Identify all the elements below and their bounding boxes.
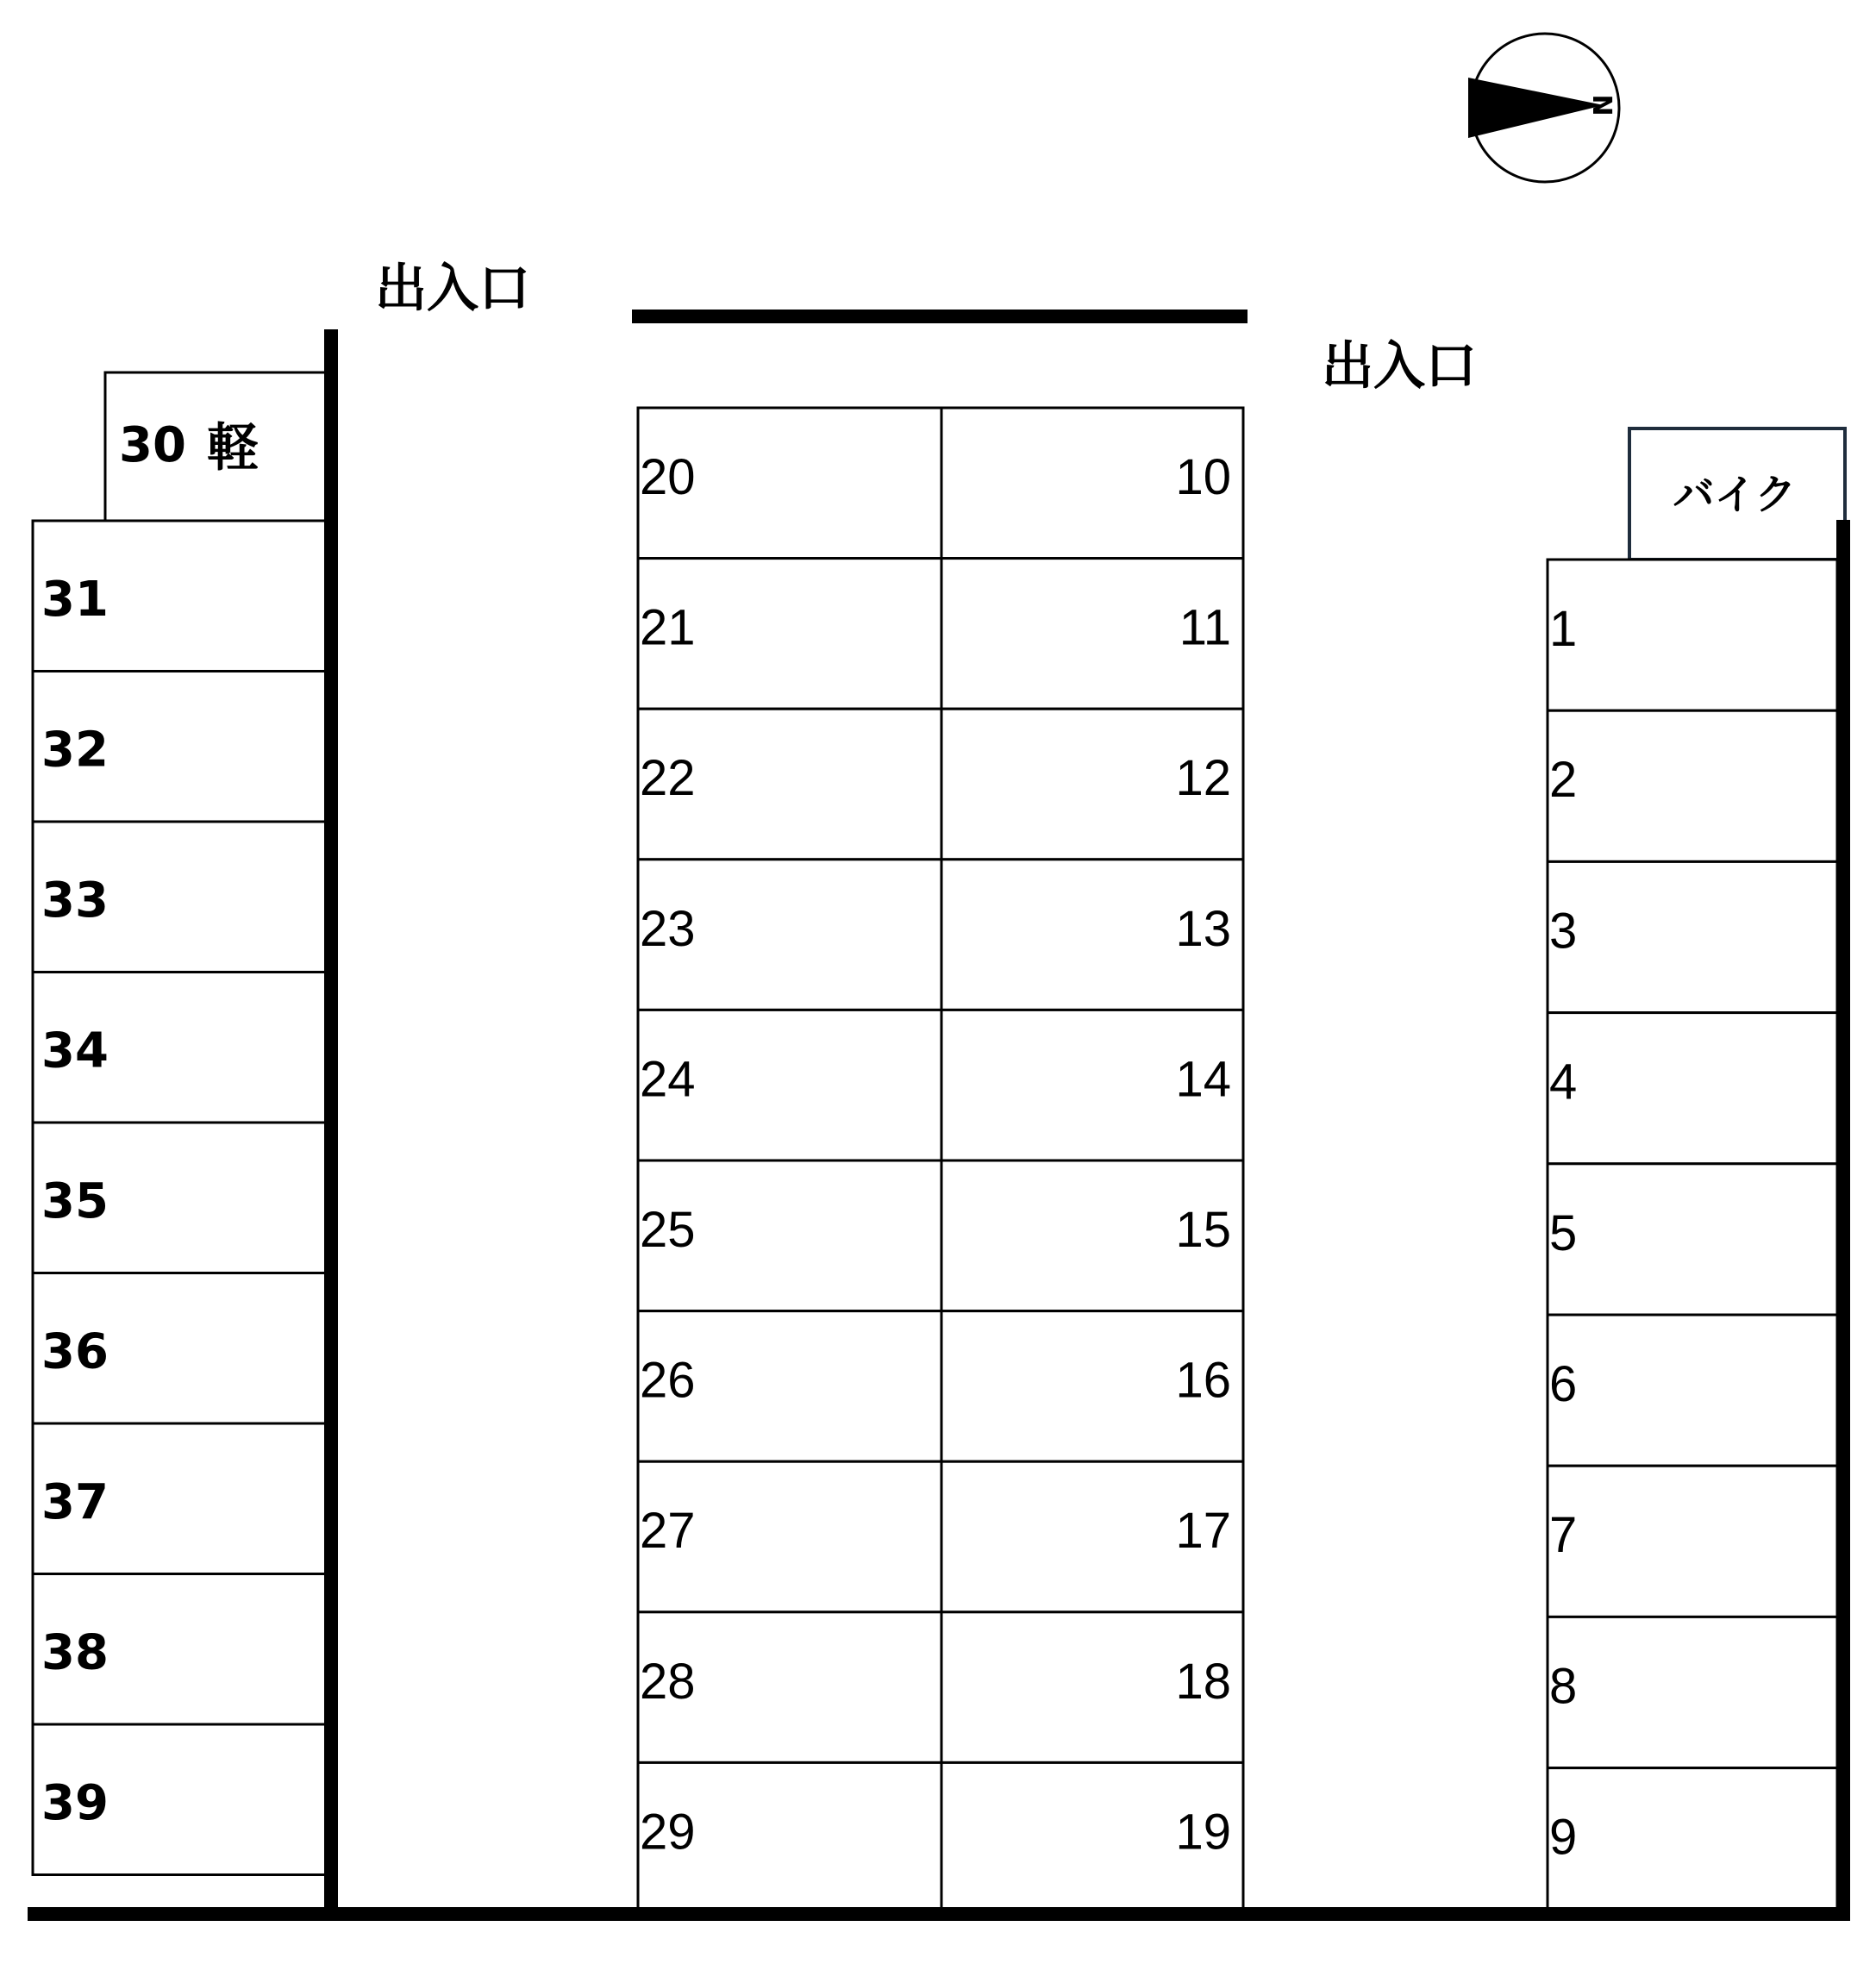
parking-space-1 (1548, 560, 1837, 710)
entrance-label-left: 出入口 (375, 259, 530, 319)
space-number-23: 23 (640, 900, 696, 957)
space-number-15: 15 (1175, 1202, 1231, 1258)
space-number-34: 34 (41, 1023, 109, 1079)
space-number-1: 1 (1549, 601, 1578, 657)
space-number-17: 17 (1175, 1503, 1231, 1560)
space-number-13: 13 (1175, 900, 1231, 957)
right-column (1548, 560, 1837, 1919)
space-number-6: 6 (1549, 1356, 1578, 1412)
bike-parking (1629, 428, 1845, 560)
parking-space-5 (1548, 1164, 1837, 1315)
space-number-12: 12 (1175, 750, 1231, 807)
space-number-27: 27 (640, 1503, 696, 1560)
space-number-29: 29 (640, 1804, 696, 1861)
space-number-8: 8 (1549, 1658, 1578, 1715)
space-number-10: 10 (1175, 449, 1231, 505)
entrance-label-right: 出入口 (1322, 336, 1477, 397)
kei-car-label: 軽 (207, 418, 259, 478)
space-number-7: 7 (1549, 1507, 1578, 1564)
space-number-25: 25 (640, 1202, 696, 1258)
space-number-16: 16 (1175, 1352, 1231, 1409)
space-number-20: 20 (640, 449, 696, 505)
space-number-22: 22 (640, 750, 696, 807)
parking-space-7 (1548, 1466, 1837, 1617)
parking-space-8 (1548, 1617, 1837, 1767)
space-number-39: 39 (41, 1775, 109, 1831)
bike-parking-label: バイク (1673, 471, 1797, 519)
parking-space-3 (1548, 861, 1837, 1012)
space-number-19: 19 (1175, 1804, 1231, 1861)
space-number-24: 24 (640, 1051, 696, 1108)
space-number-4: 4 (1549, 1054, 1578, 1110)
space-number-18: 18 (1175, 1653, 1231, 1710)
space-number-9: 9 (1549, 1809, 1578, 1866)
compass-letter: N (1586, 94, 1616, 116)
space-number-11: 11 (1179, 599, 1231, 656)
space-number-32: 32 (41, 722, 109, 779)
parking-space-2 (1548, 710, 1837, 861)
left-column (33, 372, 331, 1875)
center-block (638, 408, 1243, 1913)
parking-space-4 (1548, 1013, 1837, 1164)
parking-space-9 (1548, 1768, 1837, 1919)
compass (1468, 34, 1619, 182)
space-number-14: 14 (1175, 1051, 1231, 1108)
space-number-2: 2 (1549, 752, 1578, 809)
space-number-26: 26 (640, 1352, 696, 1409)
space-number-35: 35 (41, 1173, 109, 1229)
space-number-36: 36 (41, 1323, 109, 1380)
space-number-37: 37 (41, 1474, 109, 1530)
parking-space-6 (1548, 1315, 1837, 1466)
space-number-31: 31 (41, 572, 109, 628)
space-number-30: 30 (119, 417, 186, 473)
space-number-28: 28 (640, 1653, 696, 1710)
space-number-3: 3 (1549, 903, 1578, 960)
space-number-21: 21 (640, 599, 696, 656)
space-number-33: 33 (41, 873, 109, 929)
space-number-38: 38 (41, 1624, 109, 1681)
space-number-5: 5 (1549, 1204, 1578, 1261)
